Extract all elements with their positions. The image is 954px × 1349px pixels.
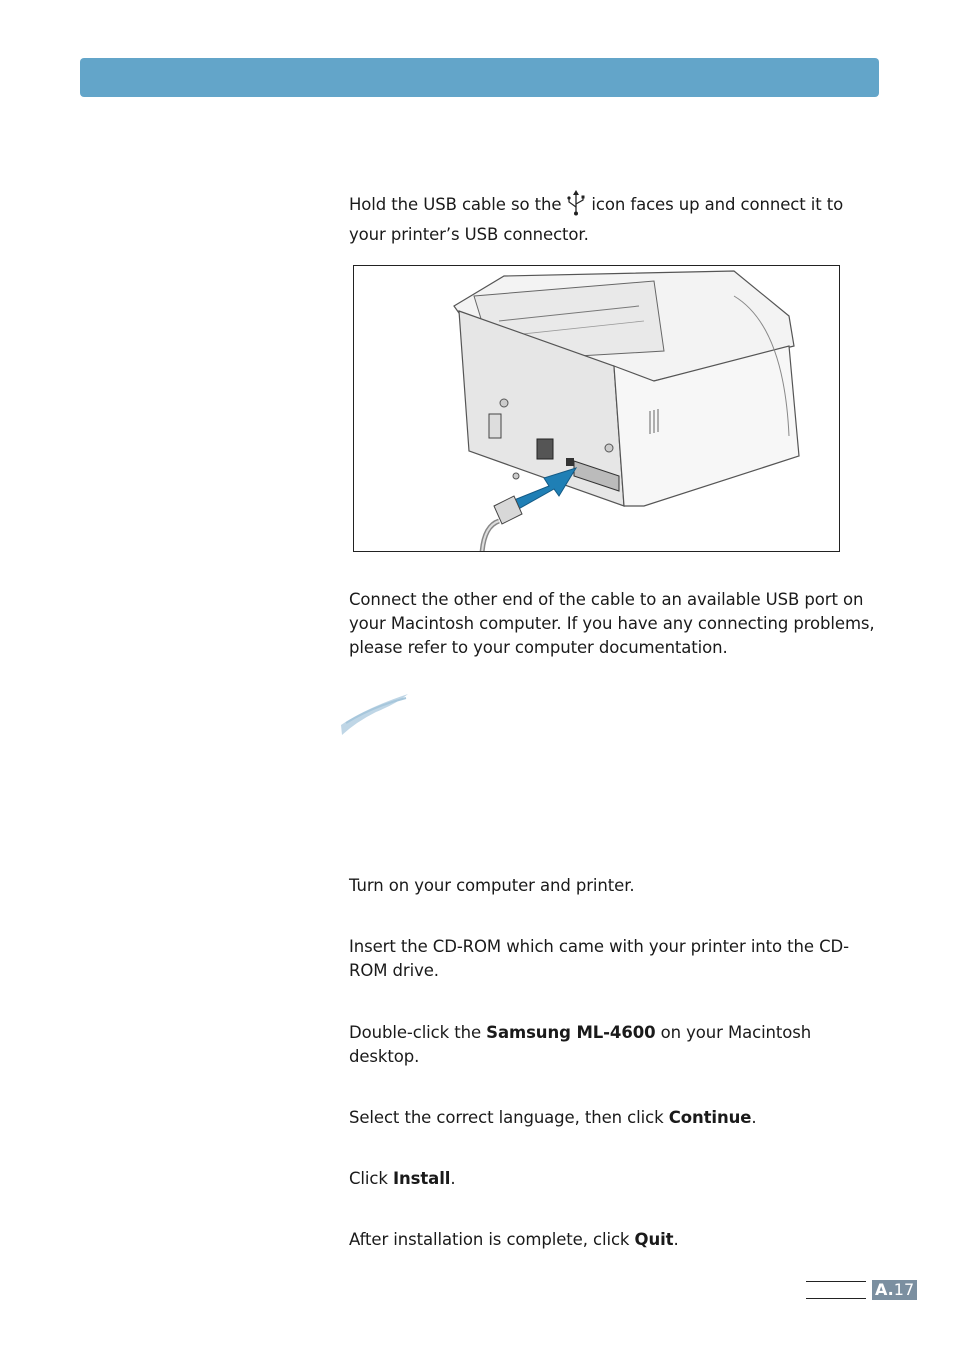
- step-bold-term: Install: [392, 1169, 451, 1188]
- step-text: .: [673, 1230, 679, 1249]
- usb-instruction-part1: Hold the USB cable so the: [349, 195, 562, 214]
- step-text: Double-click the: [349, 1023, 487, 1042]
- step-text: Turn on your computer and printer.: [349, 876, 635, 895]
- note-brush-icon: [336, 690, 416, 744]
- footer-rule: [806, 1281, 866, 1299]
- step-text: After installation is complete, click: [349, 1230, 635, 1249]
- step-insert-cd: [349, 935, 879, 983]
- step-select-language: [349, 1106, 879, 1130]
- step-bold-term: Continue: [668, 1108, 752, 1127]
- step-bold-term: Samsung ML-4600: [486, 1023, 656, 1042]
- step-text: on your Macintosh desktop.: [349, 1023, 812, 1066]
- connect-instruction: Connect the other end of the cable to an available USB port on your Macintosh computer. If you have any connecting problems, please refer to your computer documentation.: [349, 590, 875, 657]
- step-text: Insert the CD-ROM which came with your printer into the CD-ROM drive.: [349, 937, 849, 980]
- page-number: [872, 1280, 917, 1300]
- page-number-value: 17: [893, 1280, 915, 1299]
- step-click-quit: [349, 1228, 879, 1252]
- page-prefix: A.: [875, 1280, 894, 1299]
- header-bar: [80, 58, 879, 97]
- printer-figure: [353, 265, 840, 552]
- printer-usb-connection-illustration: [354, 266, 840, 552]
- step-text: Click: [349, 1169, 393, 1188]
- step-click-install: [349, 1167, 879, 1191]
- usb-icon: [565, 190, 587, 223]
- step-text: .: [450, 1169, 456, 1188]
- step-text: .: [751, 1108, 757, 1127]
- step-turn-on: [349, 874, 879, 898]
- step-bold-term: Quit: [634, 1230, 674, 1249]
- step-double-click: [349, 1021, 879, 1069]
- usb-instruction-part2: icon faces up and connect it to your printer’s USB connector.: [349, 195, 844, 244]
- usb-instruction: [349, 190, 879, 247]
- step-text: Select the correct language, then click: [349, 1108, 669, 1127]
